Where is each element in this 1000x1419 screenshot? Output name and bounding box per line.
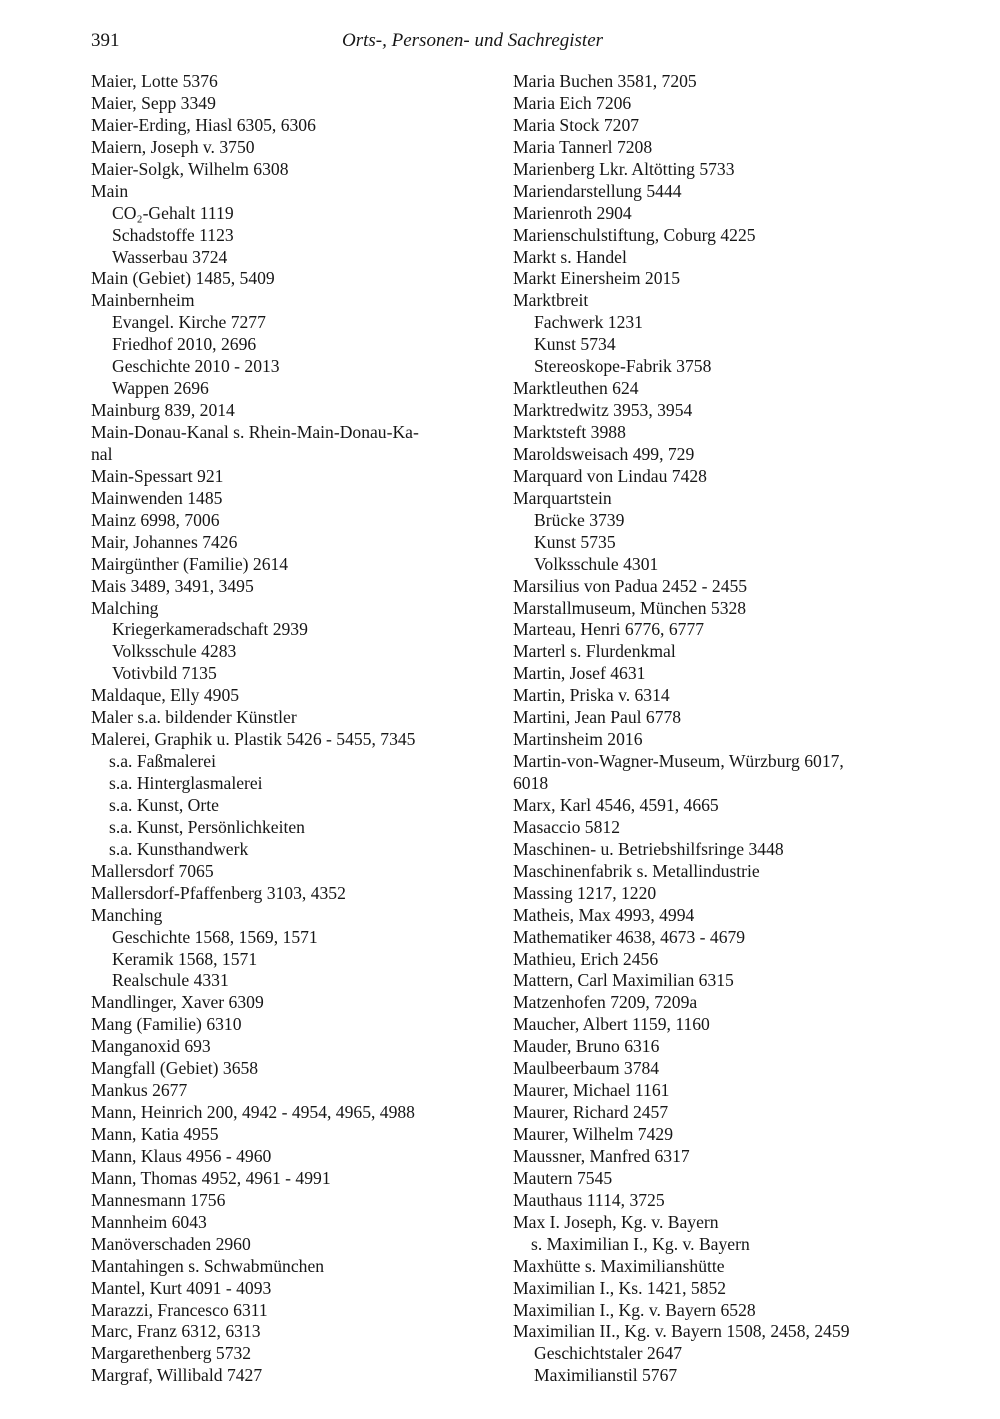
index-entry: Marterl s. Flurdenkmal xyxy=(513,641,676,662)
index-entry: Malerei, Graphik u. Plastik 5426 - 5455, 7345 xyxy=(91,729,416,750)
index-see-also: s.a. Faßmalerei xyxy=(109,751,216,772)
index-see-also: s.a. Kunsthandwerk xyxy=(109,838,249,859)
index-entry: Mallersdorf-Pfaffenberg 3103, 4352 xyxy=(91,882,346,903)
index-entry: Maussner, Manfred 6317 xyxy=(513,1145,690,1166)
index-entry: Mathieu, Erich 2456 xyxy=(513,948,659,969)
index-entry: Manganoxid 693 xyxy=(91,1036,211,1057)
index-entry: Maler s.a. bildender Künstler xyxy=(91,707,297,728)
index-entry: Margarethenberg 5732 xyxy=(91,1343,252,1364)
index-entry: Malching xyxy=(91,597,159,618)
index-entry: Maier-Erding, Hiasl 6305, 6306 xyxy=(91,114,316,135)
index-entry: Masaccio 5812 xyxy=(513,816,620,837)
index-entry: Mair, Johannes 7426 xyxy=(91,531,238,552)
page-number: 391 xyxy=(91,30,120,51)
index-entry: Maximilian I., Ks. 1421, 5852 xyxy=(513,1277,727,1298)
index-entry: Maschinenfabrik s. Metallindustrie xyxy=(513,860,760,881)
index-entry: Marteau, Henri 6776, 6777 xyxy=(513,619,705,640)
index-subentry: Kunst 5734 xyxy=(534,334,616,355)
index-subentry: Stereoskope-Fabrik 3758 xyxy=(534,356,712,377)
index-subentry: Friedhof 2010, 2696 xyxy=(112,334,257,355)
index-entry: Mautern 7545 xyxy=(513,1167,613,1188)
index-entry: Maier, Lotte 5376 xyxy=(91,71,218,91)
index-subentry: Volksschule 4283 xyxy=(112,641,237,662)
index-entry-continuation: nal xyxy=(91,443,113,464)
index-subentry: Wasserbau 3724 xyxy=(112,246,228,267)
index-subentry: Kriegerkameradschaft 2939 xyxy=(112,619,308,640)
index-entry: Mathematiker 4638, 4673 - 4679 xyxy=(513,926,746,947)
index-entry: Mann, Katia 4955 xyxy=(91,1124,219,1144)
index-entry: Main (Gebiet) 1485, 5409 xyxy=(91,268,275,289)
index-subentry: Keramik 1568, 1571 xyxy=(112,948,258,969)
index-entry: Maximilian I., Kg. v. Bayern 6528 xyxy=(513,1299,756,1320)
index-subentry: Brücke 3739 xyxy=(534,509,625,530)
index-entry: Main xyxy=(91,180,129,201)
index-entry: Mangfall (Gebiet) 3658 xyxy=(91,1058,259,1079)
index-entry: Maria Tannerl 7208 xyxy=(513,136,653,157)
index-entry: Mainbernheim xyxy=(91,290,195,311)
index-subentry: Evangel. Kirche 7277 xyxy=(112,312,266,333)
index-entry: Mattern, Carl Maximilian 6315 xyxy=(513,970,734,991)
index-entry: Mallersdorf 7065 xyxy=(91,860,214,881)
index-entry: Margraf, Willibald 7427 xyxy=(91,1365,263,1386)
index-entry: Marquartstein xyxy=(513,487,612,508)
index-entry: Mannesmann 1756 xyxy=(91,1189,226,1210)
index-entry: Marc, Franz 6312, 6313 xyxy=(91,1321,261,1342)
index-see-also: s.a. Hinterglasmalerei xyxy=(109,773,263,793)
index-subentry: Realschule 4331 xyxy=(112,970,229,991)
index-entry: Marx, Karl 4546, 4591, 4665 xyxy=(513,794,719,815)
index-column-right xyxy=(513,71,913,1387)
index-entry: Mang (Familie) 6310 xyxy=(91,1014,242,1035)
index-column-left xyxy=(91,71,491,1387)
index-entry: Mariendarstellung 5444 xyxy=(513,180,682,201)
index-entry: Maurer, Michael 1161 xyxy=(513,1080,670,1101)
index-subentry: Wappen 2696 xyxy=(112,378,209,399)
index-entry: Maier, Sepp 3349 xyxy=(91,92,216,113)
index-entry: Maroldsweisach 499, 729 xyxy=(513,443,695,464)
index-entry: Marquard von Lindau 7428 xyxy=(513,465,707,486)
index-entry: Mannheim 6043 xyxy=(91,1211,207,1232)
index-entry: Martini, Jean Paul 6778 xyxy=(513,707,682,728)
index-subentry: Kunst 5735 xyxy=(534,531,616,552)
index-entry: Mais 3489, 3491, 3495 xyxy=(91,575,254,596)
index-entry: Matheis, Max 4993, 4994 xyxy=(513,904,695,925)
index-entry: Maschinen- u. Betriebshilfsringe 3448 xyxy=(513,838,784,859)
index-entry: Marstallmuseum, München 5328 xyxy=(513,597,747,618)
index-entry: Maxhütte s. Maximilianshütte xyxy=(513,1255,725,1276)
index-entry: Mann, Thomas 4952, 4961 - 4991 xyxy=(91,1167,331,1188)
index-entry: Marktsteft 3988 xyxy=(513,422,626,442)
running-title: Orts-, Personen- und Sachregister xyxy=(342,30,604,51)
index-subentry: Fachwerk 1231 xyxy=(534,312,643,333)
index-entry: Matzenhofen 7209, 7209a xyxy=(513,992,698,1013)
index-entry: Mantahingen s. Schwabmünchen xyxy=(91,1255,325,1276)
index-entry: Max I. Joseph, Kg. v. Bayern xyxy=(513,1211,719,1232)
index-entry: Marktleuthen 624 xyxy=(513,378,639,399)
index-entry: Martin, Priska v. 6314 xyxy=(513,685,670,706)
index-subentry: Volksschule 4301 xyxy=(534,553,659,574)
index-entry: Marienberg Lkr. Altötting 5733 xyxy=(513,158,735,179)
index-entry: Marktbreit xyxy=(513,290,589,311)
index-subentry: Geschichte 1568, 1569, 1571 xyxy=(112,926,318,947)
index-entry: Mandlinger, Xaver 6309 xyxy=(91,992,264,1013)
index-subentry: Schadstoffe 1123 xyxy=(112,224,234,245)
index-subentry: CO₂-Gehalt 1119 xyxy=(112,202,234,223)
index-entry: Martinsheim 2016 xyxy=(513,729,643,750)
index-subentry: Geschichtstaler 2647 xyxy=(534,1343,683,1364)
index-entry: Maulbeerbaum 3784 xyxy=(513,1058,660,1079)
index-entry: Mantel, Kurt 4091 - 4093 xyxy=(91,1277,272,1298)
index-entry: Markt s. Handel xyxy=(513,246,627,267)
index-entry: Maria Stock 7207 xyxy=(513,114,640,135)
index-entry: Maucher, Albert 1159, 1160 xyxy=(513,1014,710,1035)
index-subentry: Geschichte 2010 - 2013 xyxy=(112,356,280,377)
index-entry: Mann, Heinrich 200, 4942 - 4954, 4965, 4988 xyxy=(91,1102,415,1123)
index-entry: Maurer, Richard 2457 xyxy=(513,1102,669,1123)
index-entry: Mankus 2677 xyxy=(91,1080,188,1101)
index-entry: Mainz 6998, 7006 xyxy=(91,509,220,530)
index-entry: Marktredwitz 3953, 3954 xyxy=(513,400,693,421)
index-entry: Maurer, Wilhelm 7429 xyxy=(513,1124,673,1144)
index-entry: Maiern, Joseph v. 3750 xyxy=(91,136,255,157)
index-entry: Mairgünther (Familie) 2614 xyxy=(91,553,289,574)
index-entry: Mauder, Bruno 6316 xyxy=(513,1036,660,1057)
index-entry: Maria Buchen 3581, 7205 xyxy=(513,71,697,91)
index-entry: Mainburg 839, 2014 xyxy=(91,400,235,421)
index-entry: Main-Spessart 921 xyxy=(91,465,224,486)
index-subentry: Maximilianstil 5767 xyxy=(534,1365,678,1386)
index-entry: Main-Donau-Kanal s. Rhein-Main-Donau-Ka- xyxy=(91,422,419,442)
index-entry-continuation: 6018 xyxy=(513,773,549,793)
index-see-reference: s. Maximilian I., Kg. v. Bayern xyxy=(531,1233,750,1254)
index-entry: Mauthaus 1114, 3725 xyxy=(513,1189,665,1210)
index-entry: Maria Eich 7206 xyxy=(513,92,632,113)
index-entry: Markt Einersheim 2015 xyxy=(513,268,681,289)
index-entry: Marienroth 2904 xyxy=(513,202,632,223)
index-entry: Mainwenden 1485 xyxy=(91,487,223,508)
index-subentry: Votivbild 7135 xyxy=(112,663,217,684)
index-entry: Marazzi, Francesco 6311 xyxy=(91,1299,268,1320)
index-entry: Maier-Solgk, Wilhelm 6308 xyxy=(91,158,289,179)
index-entry: Marienschulstiftung, Coburg 4225 xyxy=(513,224,756,245)
index-entry: Maldaque, Elly 4905 xyxy=(91,685,240,706)
index-entry: Maximilian II., Kg. v. Bayern 1508, 2458, 2459 xyxy=(513,1321,850,1342)
index-entry: Martin, Josef 4631 xyxy=(513,663,646,684)
index-entry: Martin-von-Wagner-Museum, Würzburg 6017, xyxy=(513,751,844,772)
index-see-also: s.a. Kunst, Persönlichkeiten xyxy=(109,816,305,837)
index-entry: Mann, Klaus 4956 - 4960 xyxy=(91,1145,272,1166)
index-entry: Marsilius von Padua 2452 - 2455 xyxy=(513,575,748,596)
index-see-also: s.a. Kunst, Orte xyxy=(109,794,219,815)
index-entry: Manöverschaden 2960 xyxy=(91,1233,251,1254)
index-entry: Manching xyxy=(91,904,163,925)
index-entry: Massing 1217, 1220 xyxy=(513,882,657,903)
